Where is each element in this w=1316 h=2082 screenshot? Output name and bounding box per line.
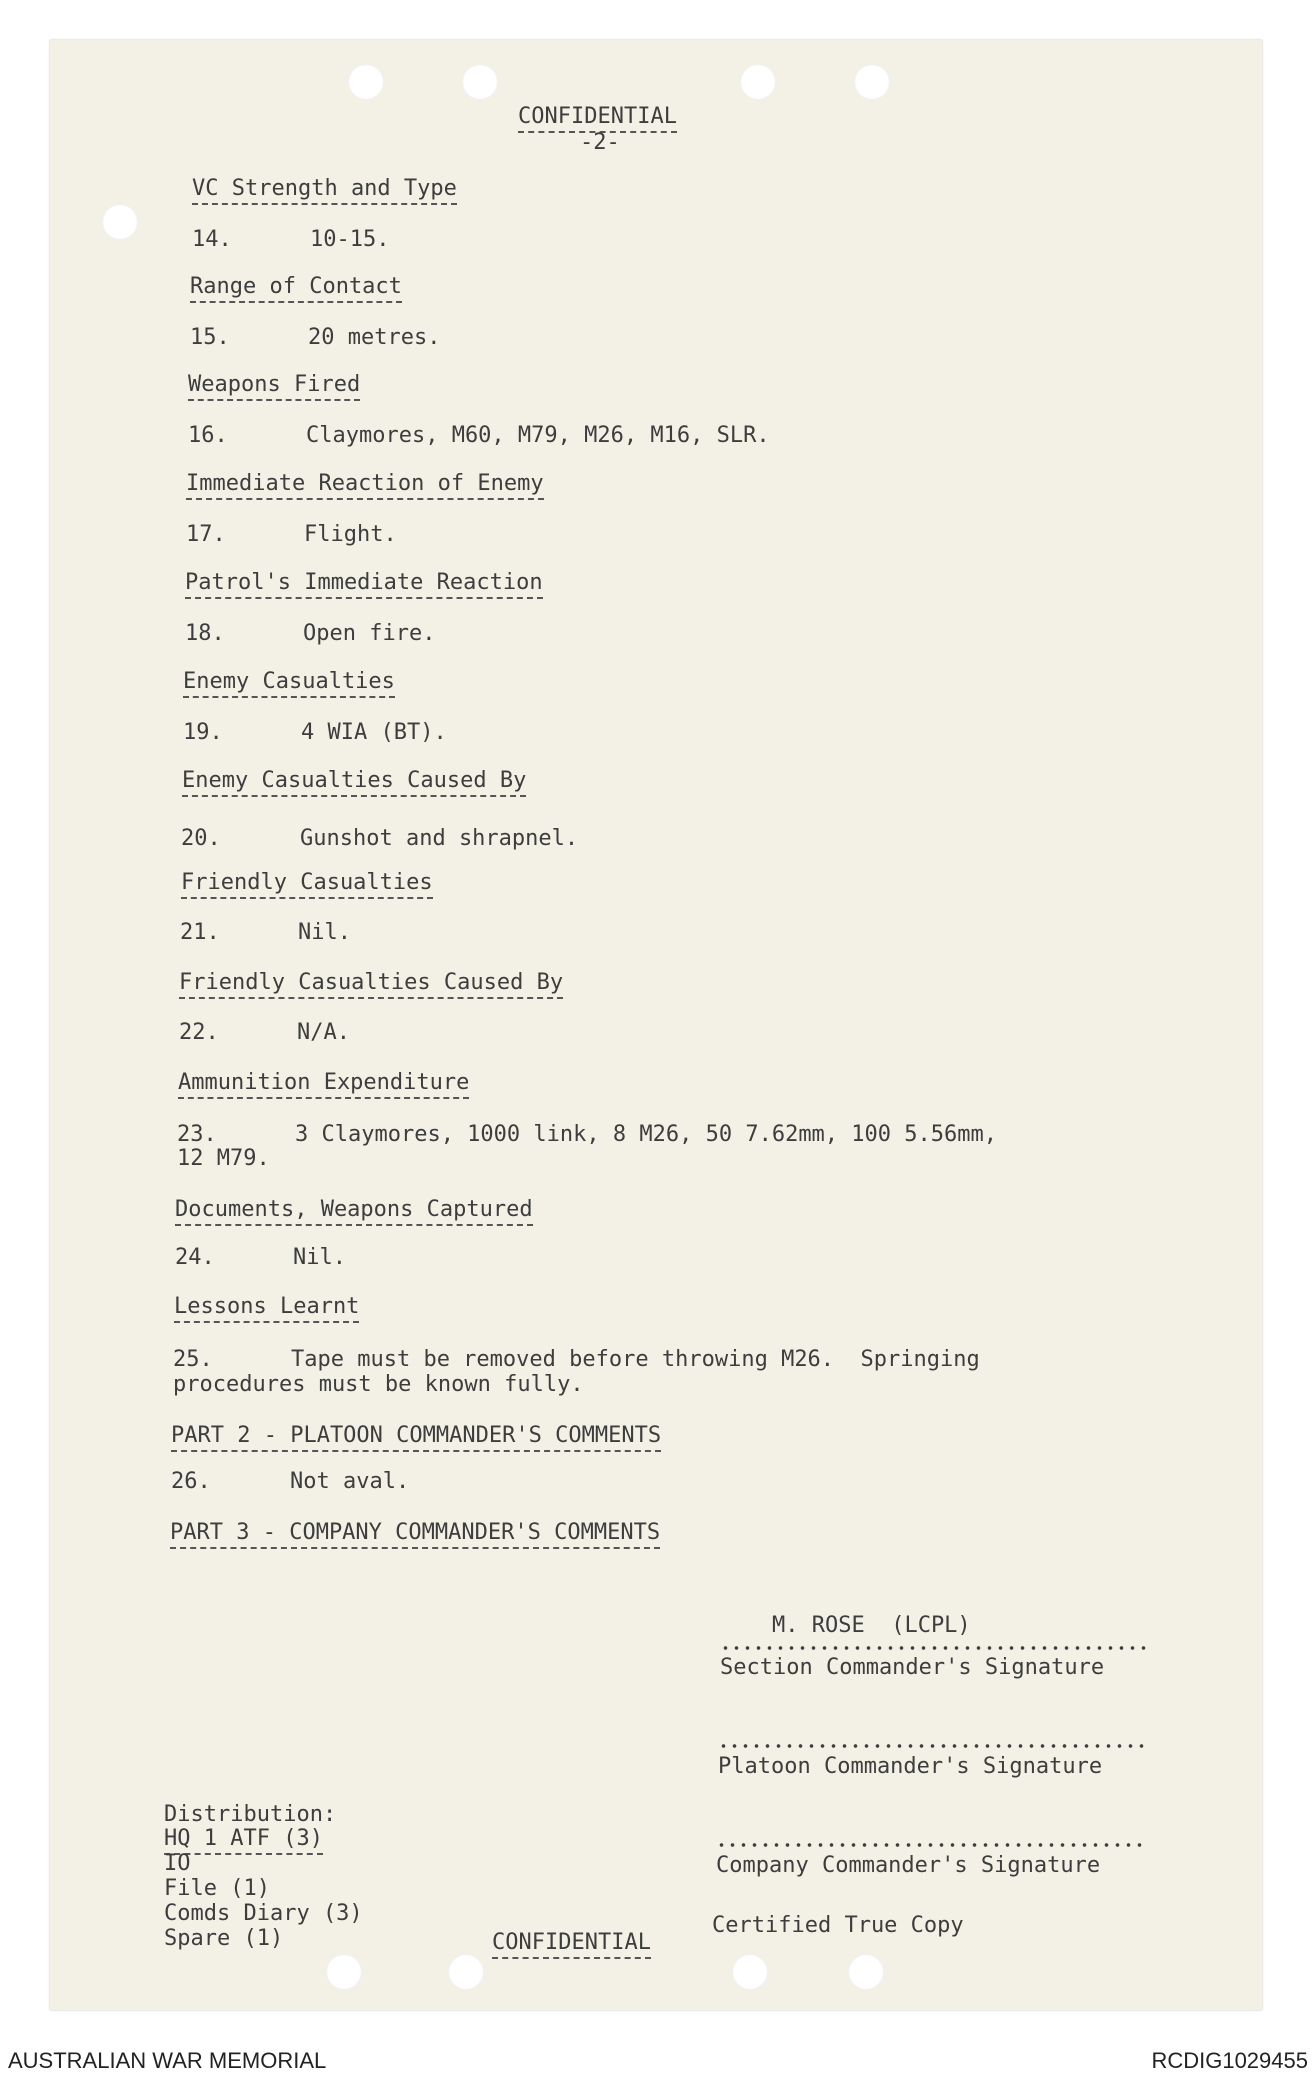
punch-hole bbox=[740, 64, 776, 100]
distribution-item: File (1) bbox=[164, 1876, 270, 1901]
item-number: 15. bbox=[190, 325, 230, 350]
item-number: 18. bbox=[185, 621, 225, 646]
item-text-continued: procedures must be known fully. bbox=[173, 1372, 584, 1397]
punch-hole bbox=[848, 1954, 884, 1990]
punch-hole bbox=[102, 204, 138, 240]
item-text-continued: 12 M79. bbox=[177, 1146, 270, 1171]
signature-line bbox=[716, 1842, 1146, 1848]
item-number: 23. bbox=[177, 1122, 217, 1147]
platoon-commander-signature-label: Platoon Commander's Signature bbox=[718, 1754, 1103, 1779]
section-heading: Friendly Casualties Caused By bbox=[179, 970, 563, 999]
punch-hole bbox=[448, 1954, 484, 1990]
item-text: Tape must be removed before throwing M26. Springing bbox=[291, 1347, 980, 1372]
archive-reference: RCDIG1029455 bbox=[1151, 2048, 1308, 2073]
item-text: 4 WIA (BT). bbox=[301, 720, 447, 745]
section-heading: Range of Contact bbox=[190, 274, 402, 303]
certified-true-copy: Certified True Copy bbox=[712, 1913, 964, 1938]
distribution-item: Comds Diary (3) bbox=[164, 1901, 363, 1926]
section-heading: Enemy Casualties bbox=[183, 669, 395, 698]
section-commander-signature-label: Section Commander's Signature bbox=[720, 1655, 1105, 1680]
archive-name: AUSTRALIAN WAR MEMORIAL bbox=[8, 2048, 327, 2073]
punch-hole bbox=[732, 1954, 768, 1990]
signature-line bbox=[718, 1743, 1148, 1749]
item-text: 20 metres. bbox=[308, 325, 441, 350]
item-text: Nil. bbox=[293, 1245, 346, 1270]
document-page bbox=[50, 40, 1262, 2010]
punch-hole bbox=[854, 64, 890, 100]
distribution-item: IO bbox=[164, 1851, 191, 1876]
item-number: 14. bbox=[192, 227, 232, 252]
section-heading: Documents, Weapons Captured bbox=[175, 1197, 533, 1226]
item-text: Nil. bbox=[298, 920, 351, 945]
section-heading: Ammunition Expenditure bbox=[178, 1070, 469, 1099]
punch-hole bbox=[326, 1954, 362, 1990]
item-number: 22. bbox=[179, 1020, 219, 1045]
distribution-item: HQ 1 ATF (3) bbox=[164, 1826, 323, 1855]
item-number: 16. bbox=[188, 423, 228, 448]
distribution-item: Spare (1) bbox=[164, 1926, 284, 1951]
item-text: 3 Claymores, 1000 link, 8 M26, 50 7.62mm, 100 5.56mm, bbox=[295, 1122, 997, 1147]
signature-line bbox=[720, 1645, 1150, 1651]
section-heading: Weapons Fired bbox=[188, 372, 360, 401]
section-heading: Enemy Casualties Caused By bbox=[182, 768, 526, 797]
item-text: Flight. bbox=[304, 522, 397, 547]
section-heading: Friendly Casualties bbox=[181, 870, 433, 899]
item-number: 21. bbox=[180, 920, 220, 945]
item-text: 10-15. bbox=[310, 227, 390, 252]
part2-heading: PART 2 - PLATOON COMMANDER'S COMMENTS bbox=[171, 1423, 661, 1452]
classification-header: CONFIDENTIAL bbox=[518, 104, 677, 133]
item-number: 20. bbox=[181, 826, 221, 851]
company-commander-signature-label: Company Commander's Signature bbox=[716, 1853, 1101, 1878]
item-text: Not aval. bbox=[290, 1469, 410, 1494]
classification-footer: CONFIDENTIAL bbox=[492, 1930, 651, 1959]
item-number: 24. bbox=[175, 1245, 215, 1270]
section-commander-name: M. ROSE (LCPL) bbox=[772, 1613, 971, 1638]
section-heading: VC Strength and Type bbox=[192, 176, 457, 205]
part3-heading: PART 3 - COMPANY COMMANDER'S COMMENTS bbox=[170, 1520, 660, 1549]
item-text: Open fire. bbox=[303, 621, 436, 646]
item-number: 17. bbox=[186, 522, 226, 547]
item-number: 19. bbox=[183, 720, 223, 745]
punch-hole bbox=[348, 64, 384, 100]
item-number: 25. bbox=[173, 1347, 213, 1372]
item-text: N/A. bbox=[297, 1020, 350, 1045]
distribution-title: Distribution: bbox=[164, 1802, 337, 1827]
item-number: 26. bbox=[171, 1469, 211, 1494]
section-heading: Lessons Learnt bbox=[174, 1294, 359, 1323]
section-heading: Immediate Reaction of Enemy bbox=[186, 471, 544, 500]
section-heading: Patrol's Immediate Reaction bbox=[185, 570, 543, 599]
page-number: -2- bbox=[580, 130, 620, 155]
item-text: Claymores, M60, M79, M26, M16, SLR. bbox=[306, 423, 770, 448]
punch-hole bbox=[462, 64, 498, 100]
item-text: Gunshot and shrapnel. bbox=[300, 826, 579, 851]
